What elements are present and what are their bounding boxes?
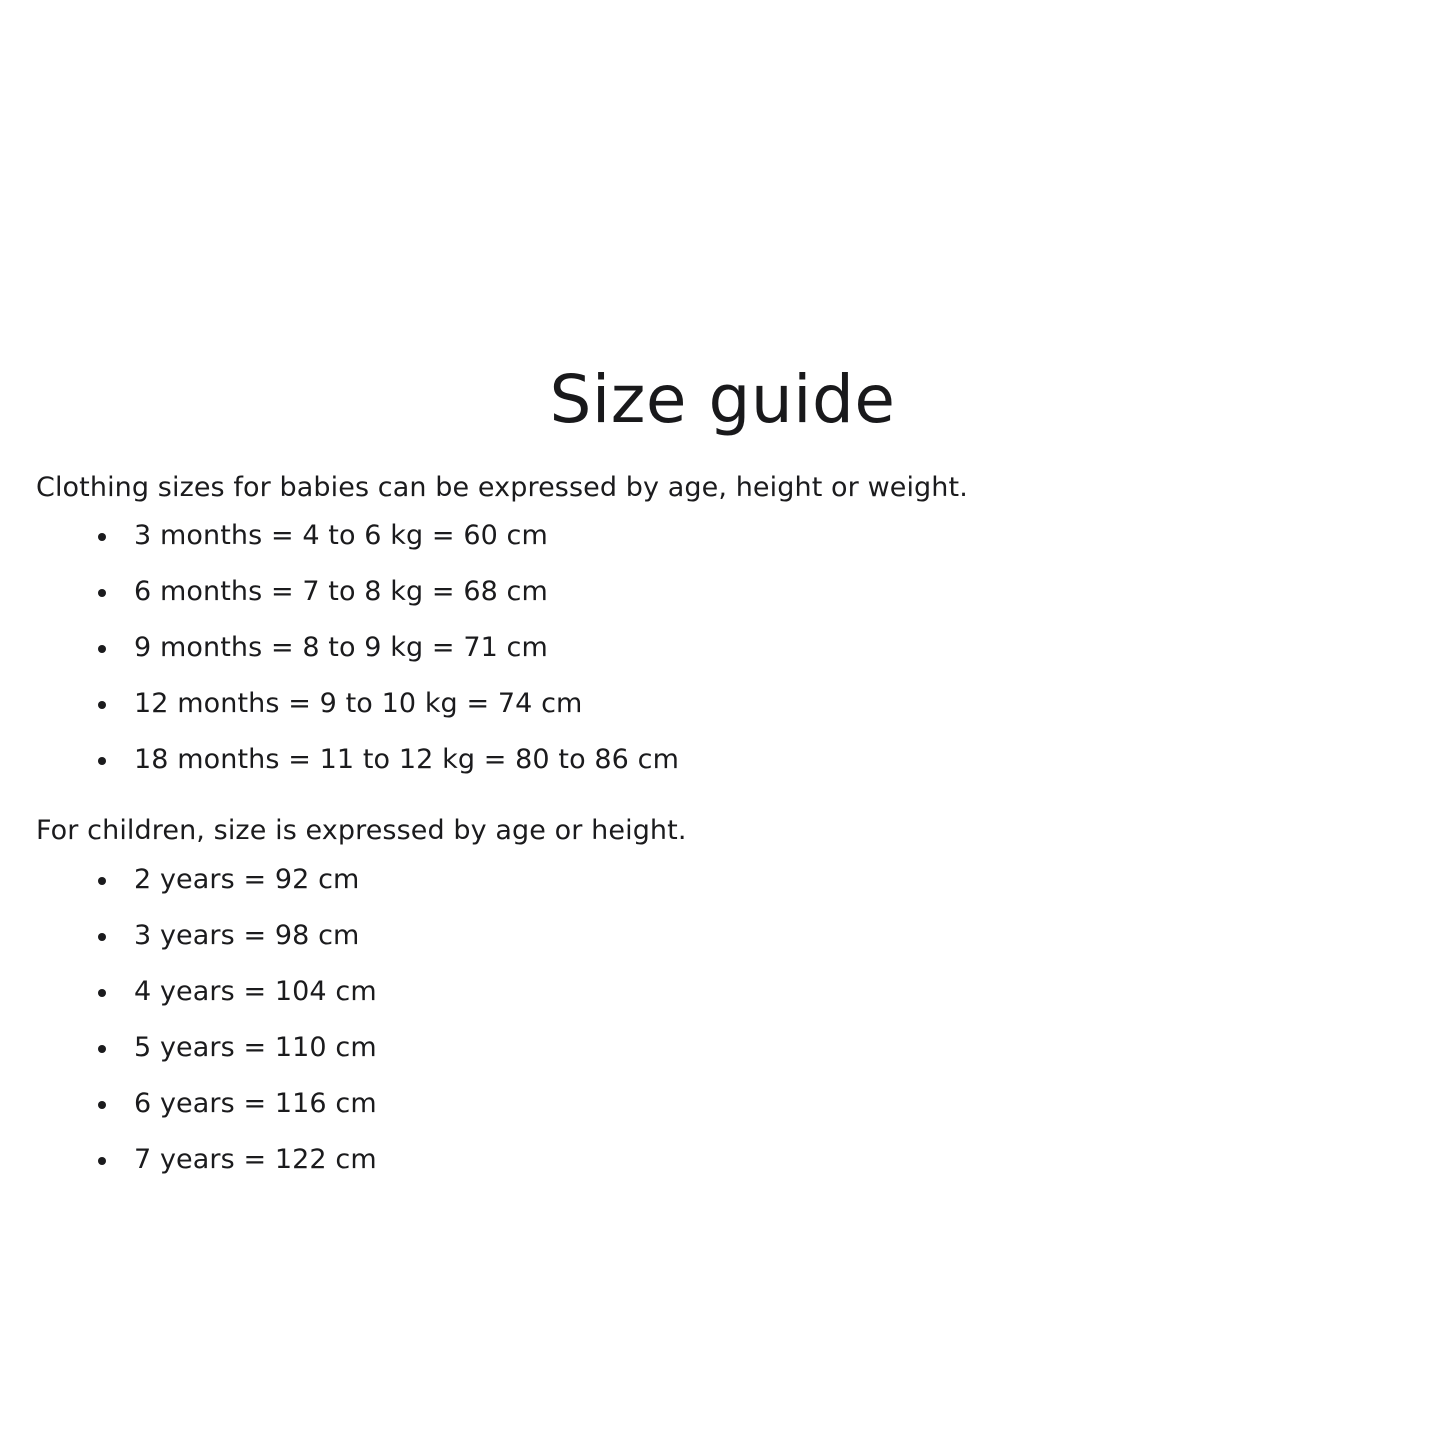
children-intro-text: For children, size is expressed by age or height. — [36, 815, 687, 847]
children-size-list — [36, 863, 1366, 1175]
list-item: 12 months = 9 to 10 kg = 74 cm — [98, 690, 1366, 717]
list-item: 3 years = 98 cm — [98, 922, 1366, 949]
page-title: Size guide — [549, 361, 896, 439]
list-item: 2 years = 92 cm — [98, 866, 1366, 893]
list-item: 4 years = 104 cm — [98, 978, 1366, 1005]
list-item: 18 months = 11 to 12 kg = 80 to 86 cm — [98, 746, 1366, 773]
list-item: 3 months = 4 to 6 kg = 60 cm — [98, 522, 1366, 549]
page-content — [36, 470, 1366, 1202]
baby-size-list — [36, 520, 1366, 776]
list-item: 5 years = 110 cm — [98, 1034, 1366, 1061]
babies-intro-text: Clothing sizes for babies can be expressed by age, height or weight. — [36, 472, 968, 503]
list-item: 9 months = 8 to 9 kg = 71 cm — [98, 634, 1366, 661]
list-item: 6 months = 7 to 8 kg = 68 cm — [98, 578, 1366, 605]
list-item: 6 years = 116 cm — [98, 1090, 1366, 1117]
list-item: 7 years = 122 cm — [98, 1146, 1366, 1173]
